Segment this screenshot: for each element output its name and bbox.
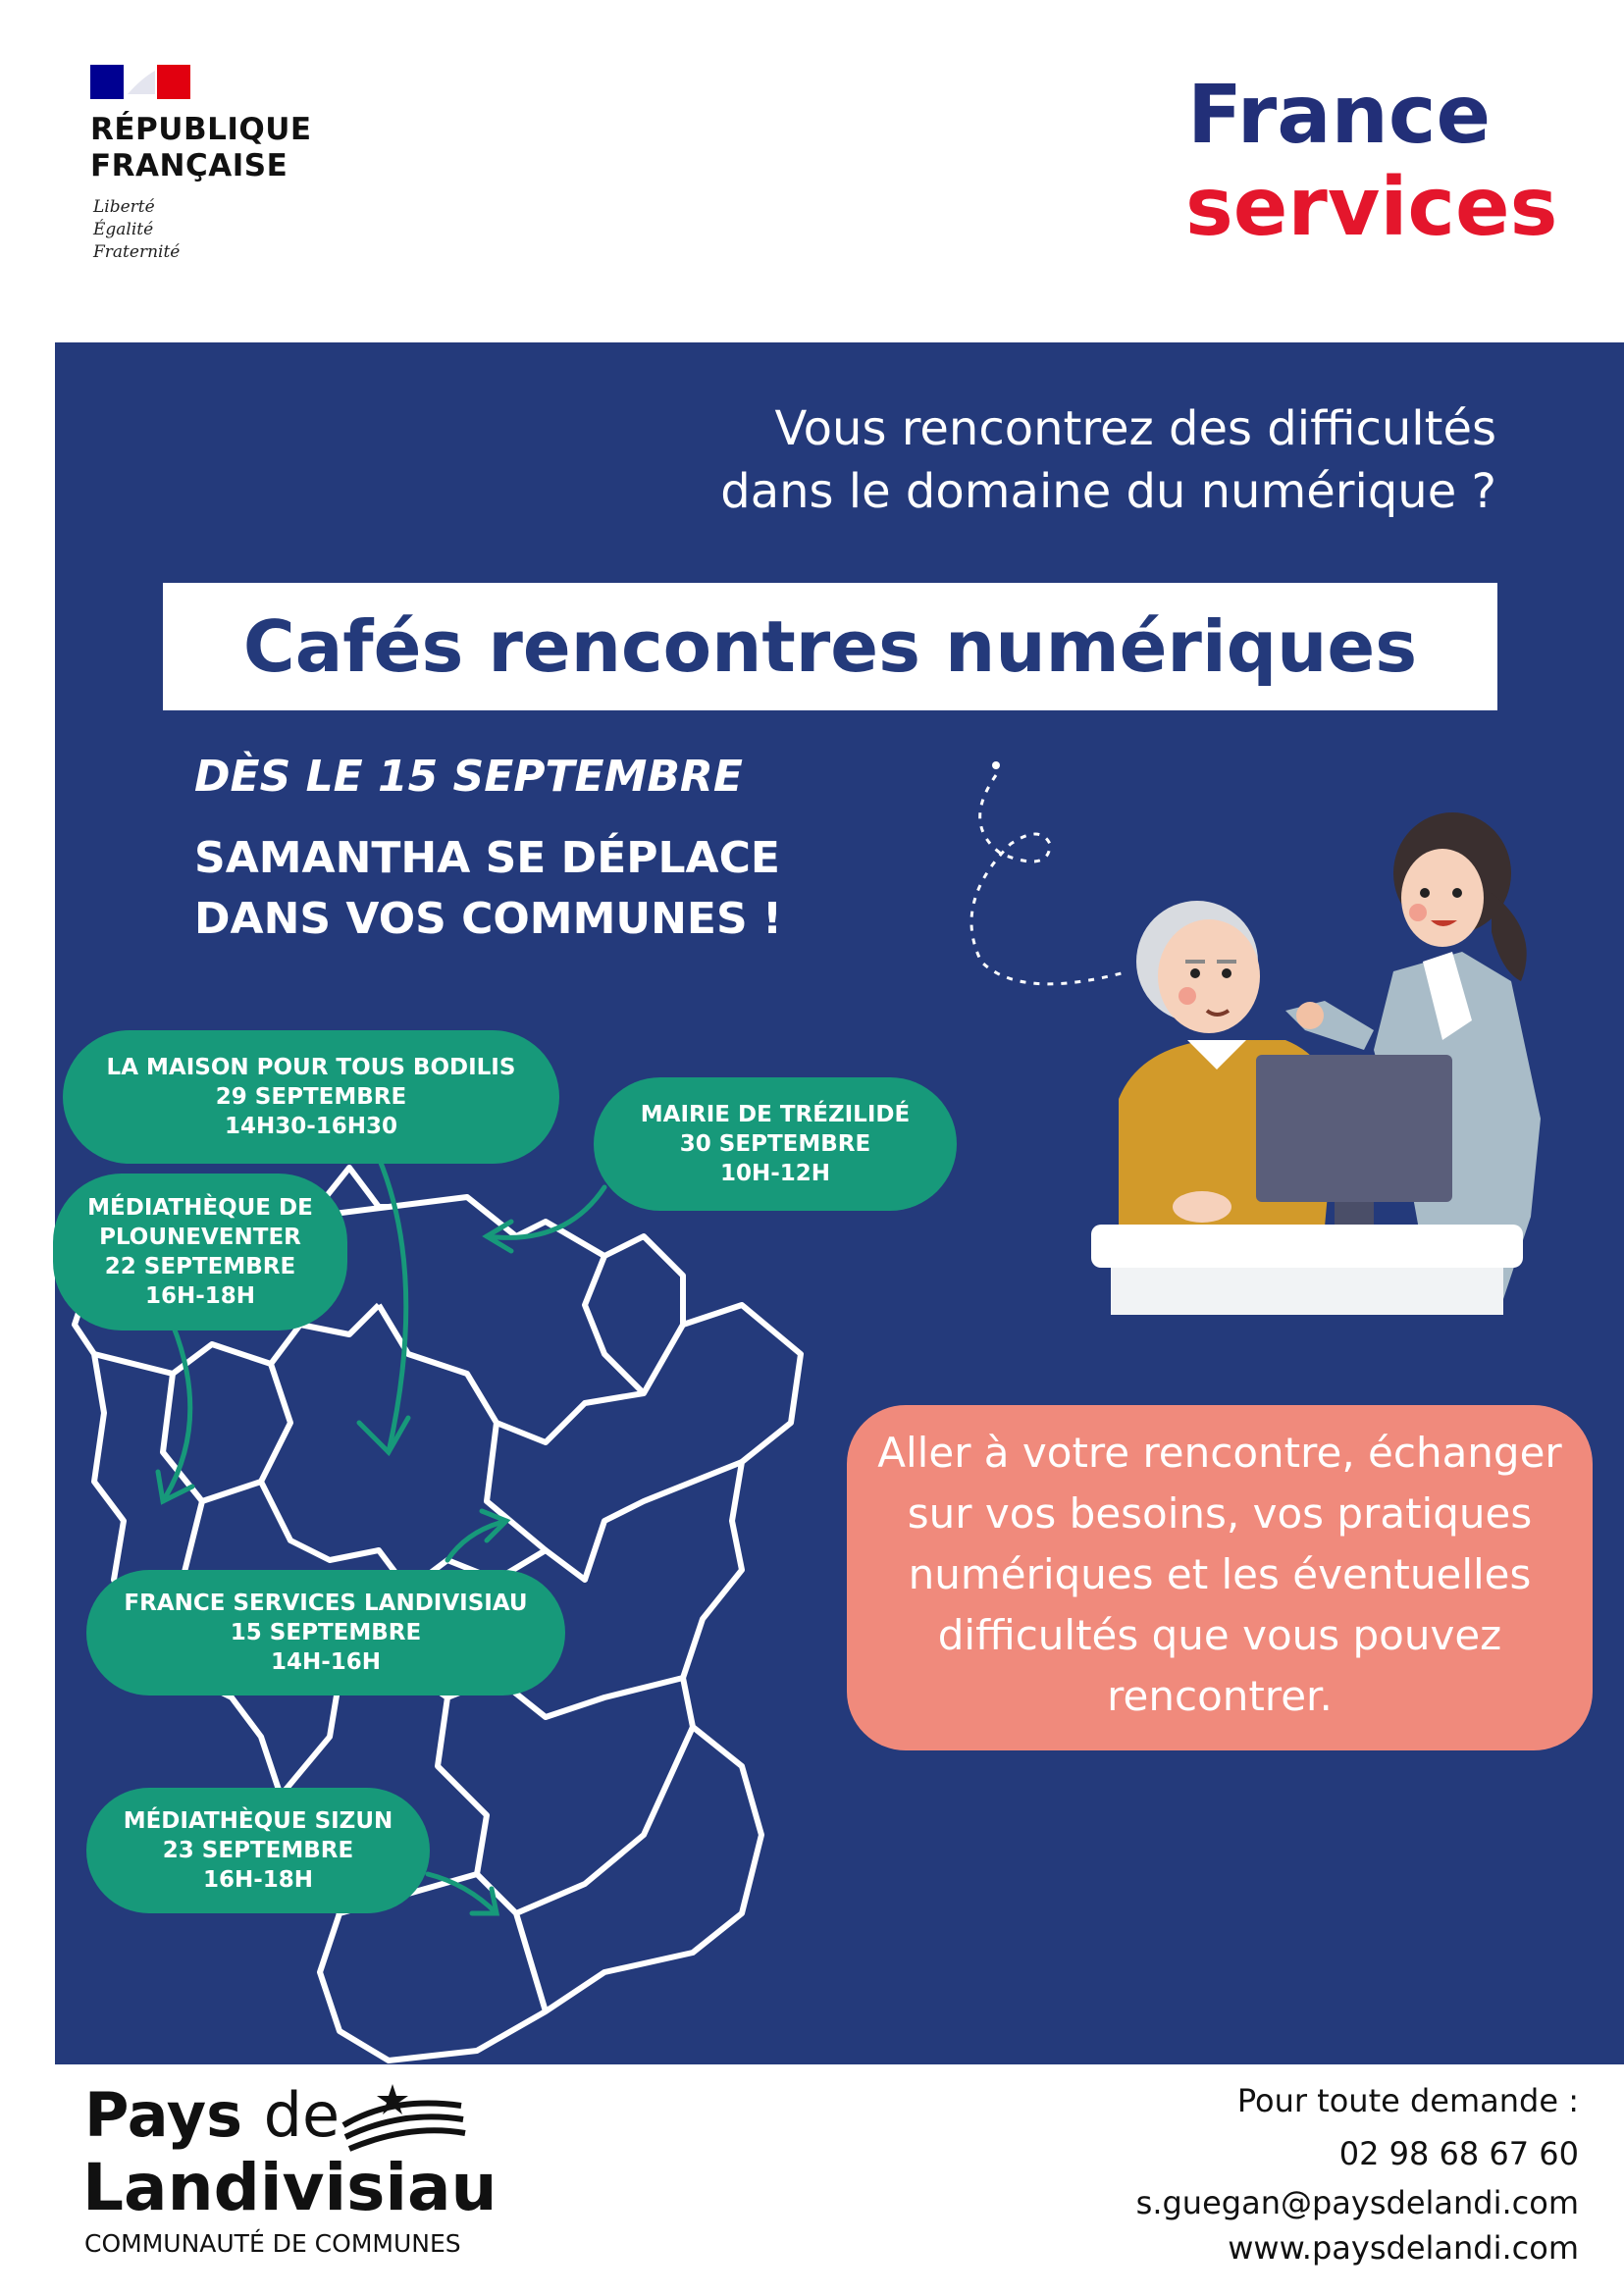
motto-liberte: Liberté — [93, 197, 155, 217]
event-date: 29 SEPTEMBRE — [215, 1084, 407, 1110]
computer-help-illustration — [1079, 805, 1590, 1315]
arrow-bodilis-head — [359, 1418, 408, 1452]
org-logo-subtitle: COMMUNAUTÉ DE COMMUNES — [84, 2229, 461, 2258]
event-time: 14H30-16H30 — [224, 1114, 398, 1139]
event-pill-bodilis — [63, 1030, 559, 1164]
desk-top — [1091, 1225, 1523, 1268]
event-time: 10H-12H — [719, 1161, 831, 1186]
info-line3: numériques et les éventuelles — [908, 1550, 1532, 1598]
event-place-line2: PLOUNEVENTER — [99, 1225, 301, 1250]
event-date: 23 SEPTEMBRE — [162, 1838, 354, 1863]
website-link[interactable]: www.paysdelandi.com — [1228, 2229, 1579, 2267]
info-line2: sur vos besoins, vos pratiques — [907, 1489, 1533, 1538]
event-place-line1: MÉDIATHÈQUE DE — [87, 1195, 313, 1221]
map-border-6 — [163, 1374, 261, 1501]
motto-fraternite: Fraternité — [93, 242, 181, 262]
page-title: Cafés rencontres numériques — [242, 605, 1418, 688]
map-border-2 — [379, 1305, 683, 1442]
event-time: 16H-18H — [144, 1283, 256, 1309]
france-services-logo-line1: France — [1187, 69, 1492, 162]
france-services-logo-line2: services — [1185, 161, 1558, 254]
helper-face — [1401, 849, 1484, 947]
desk-front — [1111, 1268, 1503, 1315]
motto-egalite: Égalité — [93, 220, 154, 239]
republique-line2: FRANÇAISE — [90, 148, 288, 183]
subtitle-line1: SAMANTHA SE DÉPLACE — [194, 833, 780, 883]
event-date: 22 SEPTEMBRE — [104, 1254, 296, 1279]
info-line1: Aller à votre rencontre, échanger — [877, 1429, 1562, 1477]
subtitle-line2: DANS VOS COMMUNES ! — [194, 894, 783, 944]
elder-face — [1158, 919, 1260, 1033]
org-logo-line1 — [84, 2080, 340, 2151]
org-word-de: de — [263, 2079, 341, 2151]
map-border-3 — [261, 1364, 408, 1590]
event-place: MAIRIE DE TRÉZILIDÉ — [640, 1102, 911, 1127]
info-line5: rencontrer. — [1107, 1672, 1333, 1720]
map-border-14 — [585, 1256, 644, 1393]
event-time: 14H-16H — [270, 1649, 382, 1675]
intro-question-line2: dans le domaine du numérique ? — [720, 464, 1496, 519]
event-date: 15 SEPTEMBRE — [230, 1620, 422, 1645]
info-line4: difficultés que vous pouvez — [937, 1611, 1502, 1659]
org-logo-line2: Landivisiau — [82, 2150, 498, 2225]
monitor — [1256, 1055, 1452, 1202]
event-pill-sizun — [86, 1788, 430, 1913]
event-place: MÉDIATHÈQUE SIZUN — [123, 1808, 393, 1834]
subtitle — [194, 828, 782, 950]
start-date: DÈS LE 15 SEPTEMBRE — [194, 752, 743, 802]
org-swoosh-icon — [334, 2076, 471, 2165]
event-pill-landivisiau — [86, 1570, 565, 1696]
arrow-bodilis — [379, 1158, 406, 1452]
contact-phone[interactable]: 02 98 68 67 60 — [1338, 2135, 1579, 2172]
event-pill-trezilide — [594, 1077, 957, 1211]
contact-email-link[interactable]: s.guegan@paysdelandi.com — [1135, 2184, 1579, 2221]
map-border-12 — [516, 1727, 693, 1913]
contact-label: Pour toute demande : — [1236, 2082, 1579, 2119]
info-text — [847, 1423, 1593, 1727]
event-date: 30 SEPTEMBRE — [679, 1131, 871, 1157]
intro-question-line1: Vous rencontrez des difficultés — [774, 401, 1496, 456]
republique-line1: RÉPUBLIQUE — [90, 112, 312, 147]
event-pill-plouneventer — [53, 1174, 347, 1331]
republique-flag-logo — [90, 65, 190, 99]
intro-question — [720, 397, 1496, 523]
event-place: FRANCE SERVICES LANDIVISIAU — [124, 1591, 528, 1616]
event-place: LA MAISON POUR TOUS BODILIS — [106, 1055, 516, 1080]
map-border-10 — [438, 1697, 546, 2011]
org-word-pays: Pays — [84, 2079, 243, 2151]
event-time: 16H-18H — [202, 1867, 314, 1893]
